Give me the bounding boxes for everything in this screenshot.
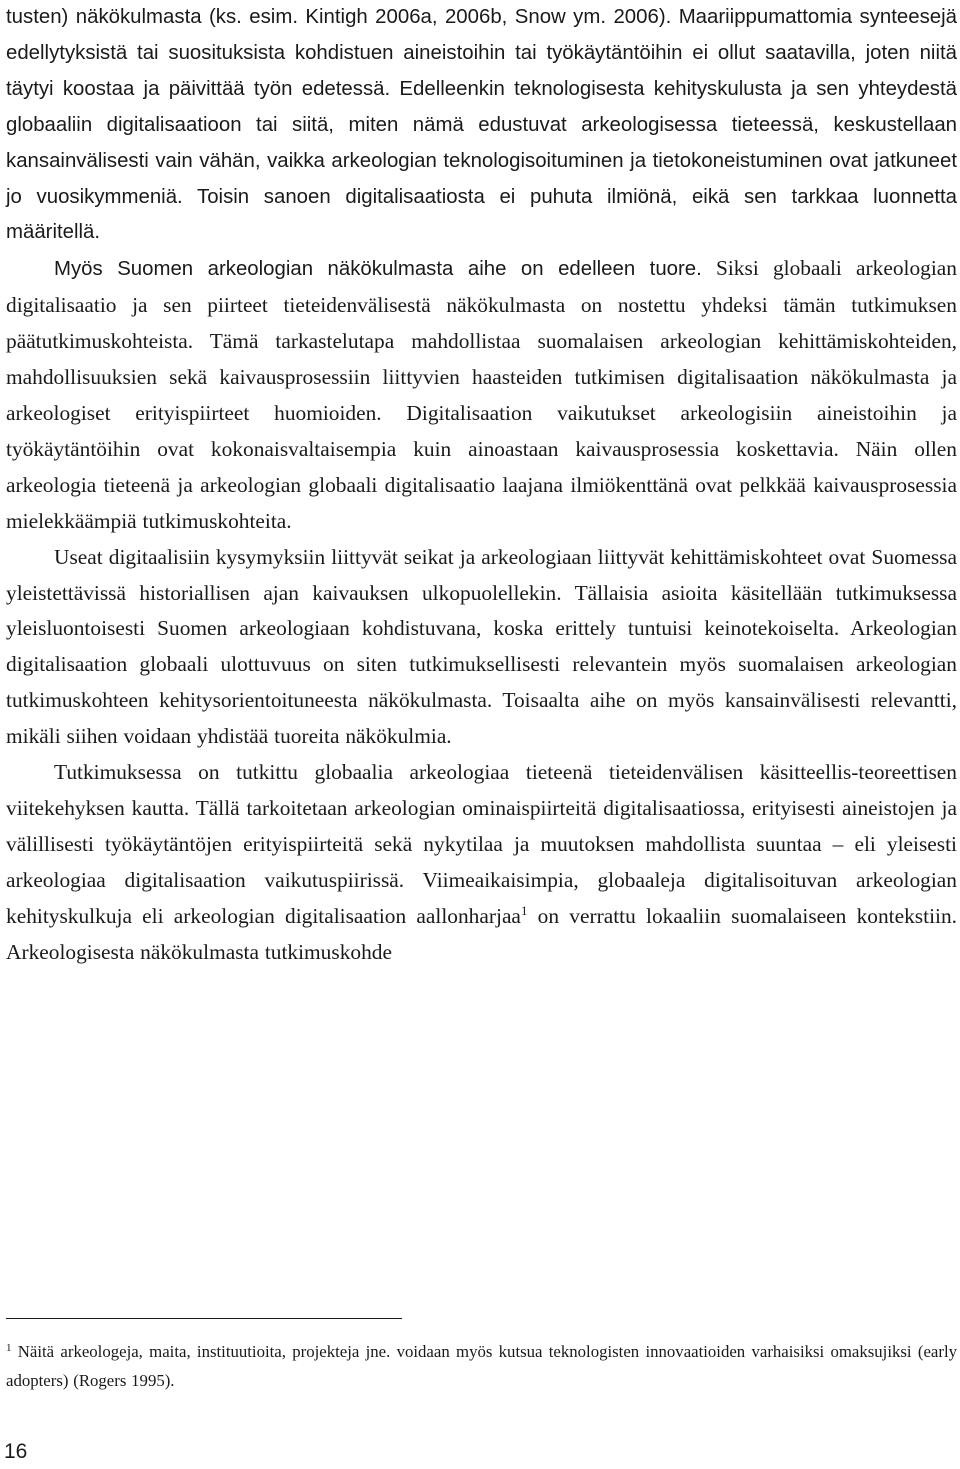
footnote-text: Näitä arkeologeja, maita, instituutioita, projekteja jne. voidaan myös kutsua teknologisten innovaatioiden varhaisiksi omaksujiksi (early adopters) (Rogers 1995). <box>6 1342 957 1390</box>
paragraph-1 <box>6 0 957 251</box>
body-text <box>6 0 957 970</box>
paragraph-2-sans-text: Myös Suomen arkeologian näkökulmasta aihe on edelleen tuore. <box>54 258 702 281</box>
paragraph-2-serif-text: Siksi globaali arkeologian digitalisaatio ja sen piirteet tieteidenvälisestä näkökulmasta on nostettu yhdeksi tämän tutkimuksen päätutkimuskohteista. Tämä tarkastelutapa mahdollistaa suomalaisen arkeologian kehittämiskohteiden, mahdollisuuksien sekä kaivausprosessiin liittyvien haasteiden tutkimisen digitalisaation näkökulmasta ja arkeologiset erityispiirteet huomioiden. Digitalisaation vaikutukset arkeologisiin aineistoihin ja työkäytäntöihin ovat kokonaisvaltaisempia kuin ainoastaan kaivausprosessia koskettavia. Näin ollen arkeologia tieteenä ja arkeologian globaali digitalisaatio laajana ilmiökenttänä ovat pelkkää kaivausprosessia mielekkäämpiä tutkimuskohteita. <box>6 256 957 533</box>
paragraph-3 <box>6 540 957 755</box>
paragraph-4-text-before: Tutkimuksessa on tutkittu globaalia arkeologiaa tieteenä tieteidenvälisen käsitteellis-teoreettisen viitekehyksen kautta. Tällä tarkoitetaan arkeologian ominaispiirteitä digitalisaatiossa, erityisesti aineistojen ja välillisesti työkäytäntöjen erityispiirteitä sekä nykytilaa ja muutoksen mahdollista suuntaa – eli yleisesti arkeologiaa digitalisaation vaikutuspiirissä. Viimeaikaisimpia, globaaleja digitalisoituvan arkeologian kehityskulkuja eli arkeologian digitalisaation aallonharjaa <box>6 760 957 928</box>
paragraph-3-text: Useat digitaalisiin kysymyksiin liittyvät seikat ja arkeologiaan liittyvät kehittämiskohteet ovat Suomessa yleistettävissä historiallisen ajan kaivauksen ulkopuolellekin. Tällaisia asioita käsitellään tutkimuksessa yleisluontoisesti Suomen arkeologiaan kohdistuvana, koska erittely tuntuisi keinotekoiselta. Arkeologian digitalisaation globaali ulottuvuus on siten tutkimuksellisesti relevantein myös suomalaisen arkeologian tutkimuskohteen kehitysorientoituneesta näkökulmasta. Toisaalta aihe on myös kansainvälisesti relevantti, mikäli siihen voidaan yhdistää tuoreita näkökulmia. <box>6 544 957 749</box>
paragraph-2 <box>6 251 957 539</box>
footnote-marker: 1 <box>6 1342 12 1354</box>
footnote-separator <box>6 1318 402 1319</box>
paragraph-4 <box>6 755 957 970</box>
paragraph-4-text-after: on verrattu lokaaliin suomalaiseen kontekstiin. Arkeologisesta näkökulmasta tutkimuskohde <box>6 903 958 964</box>
paragraph-1-text: tusten) näkökulmasta (ks. esim. Kintigh 2006a, 2006b, Snow ym. 2006). Maariippumattomia synteesejä edellytyksistä tai suosituksista kohdistuen aineistoihin tai työkäytäntöihin ei ollut saatavilla, joten niitä täytyi koostaa ja päivittää työn edetessä. Edelleenkin teknologisesta kehityskulusta ja sen yhteydestä globaaliin digitalisaatioon tai siitä, miten nämä edustuvat arkeologisessa tieteessä, keskustellaan kansainvälisesti vain vähän, vaikka arkeologian teknologisoituminen ja tietokoneistuminen ovat jatkuneet jo vuosikymmeniä. Toisin sanoen digitalisaatiosta ei puhuta ilmiönä, eikä sen tarkkaa luonnetta määritellä. <box>6 6 957 244</box>
footnote-reference[interactable]: 1 <box>520 902 528 918</box>
footnote <box>6 1337 957 1395</box>
page-number: 16 <box>4 1440 28 1463</box>
